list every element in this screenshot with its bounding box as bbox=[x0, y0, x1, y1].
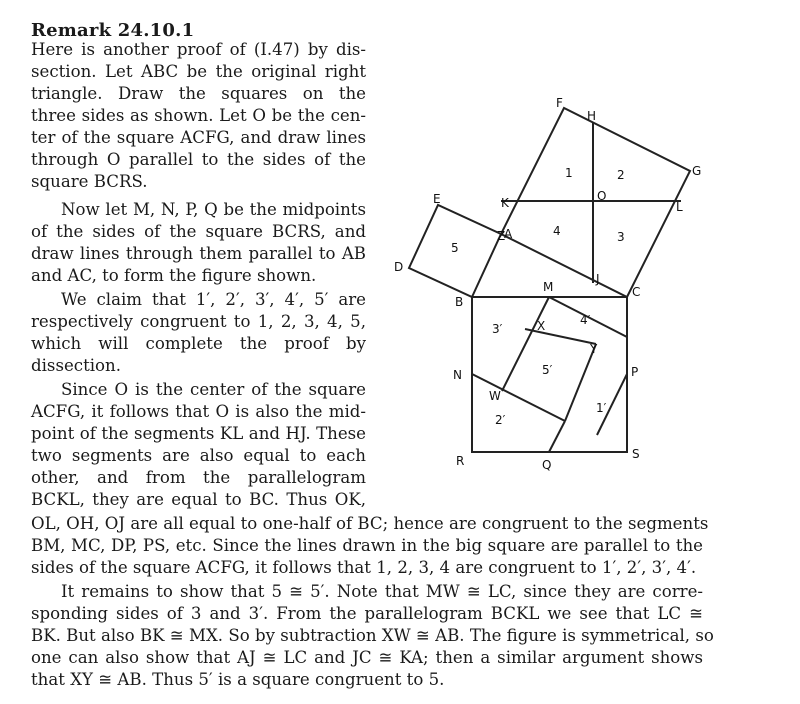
region-label-3-prime: 3′ bbox=[492, 322, 503, 336]
region-label-5: 5 bbox=[451, 241, 459, 255]
label-n: N bbox=[453, 368, 462, 382]
text-line: We claim that 1′, 2′, 3′, 4′, 5′ are bbox=[61, 290, 366, 309]
label-a: A bbox=[504, 227, 513, 241]
text-line: BCKL, they are equal to BC. Thus OK, bbox=[31, 490, 366, 509]
label-m: M bbox=[543, 280, 554, 294]
label-d: D bbox=[394, 260, 404, 274]
text-line: ter of the square ACFG, and draw lines bbox=[31, 128, 366, 147]
text-line: Here is another proof of (I.47) by dis- bbox=[31, 40, 366, 59]
label-e: E bbox=[433, 192, 441, 206]
text-line: of the sides of the square BCRS, and bbox=[31, 222, 366, 241]
line-x-y bbox=[525, 329, 596, 344]
text-line: BK. But also BK ≅ MX. So by subtraction XW ≅ AB. The figure is symmetrical, so bbox=[31, 626, 714, 645]
label-j: J bbox=[596, 272, 600, 286]
label-o: O bbox=[597, 189, 607, 203]
text-line: section. Let ABC be the original right bbox=[31, 62, 366, 81]
text-line: ACFG, it follows that O is also the mid- bbox=[31, 402, 366, 421]
text-line: square BCRS. bbox=[31, 172, 148, 191]
dissection-figure bbox=[380, 80, 720, 480]
text-line: respectively congruent to 1, 2, 3, 4, 5, bbox=[31, 312, 366, 331]
label-y: Y bbox=[590, 342, 598, 356]
label-g: G bbox=[692, 164, 702, 178]
label-c: C bbox=[632, 285, 641, 299]
text-line: sponding sides of 3 and 3′. From the parallelogram BCKL we see that LC ≅ bbox=[31, 604, 703, 623]
region-label-4-prime: 4′ bbox=[580, 313, 591, 327]
text-line: Now let M, N, P, Q be the midpoints bbox=[61, 200, 366, 219]
region-label-5-prime: 5′ bbox=[542, 363, 553, 377]
label-z: Z bbox=[497, 229, 506, 243]
text-line: three sides as shown. Let O be the cen- bbox=[31, 106, 366, 125]
label-k: K bbox=[501, 196, 509, 210]
region-label-3: 3 bbox=[617, 230, 625, 244]
text-line: Since O is the center of the square bbox=[61, 380, 366, 399]
text-line: and AC, to form the figure shown. bbox=[31, 266, 317, 285]
label-w: W bbox=[489, 389, 501, 403]
label-p: P bbox=[631, 365, 639, 379]
text-line: that XY ≅ AB. Thus 5′ is a square congruent to 5. bbox=[31, 670, 445, 689]
text-line: one can also show that AJ ≅ LC and JC ≅ KA; then a similar argument shows bbox=[31, 648, 703, 667]
text-line: sides of the square ACFG, it follows that 1, 2, 3, 4 are congruent to 1′, 2′, 3′, 4′. bbox=[31, 558, 697, 577]
text-line: through O parallel to the sides of the bbox=[31, 150, 366, 169]
text-line: point of the segments KL and HJ. These bbox=[31, 424, 366, 443]
label-s: S bbox=[632, 447, 640, 461]
label-f: F bbox=[556, 96, 563, 110]
label-x: X bbox=[537, 319, 546, 333]
text-line: triangle. Draw the squares on the bbox=[31, 84, 366, 103]
label-h: H bbox=[587, 109, 597, 123]
region-label-2: 2 bbox=[617, 168, 625, 182]
square-acfg bbox=[501, 108, 690, 297]
text-line: which will complete the proof by bbox=[31, 334, 366, 353]
text-line: OL, OH, OJ are all equal to one-half of BC; hence are congruent to the segments bbox=[31, 514, 709, 533]
label-q: Q bbox=[542, 458, 552, 472]
remark-heading: Remark 24.10.1 bbox=[31, 20, 195, 41]
text-line: other, and from the parallelogram bbox=[31, 468, 366, 487]
text-line: draw lines through them parallel to AB bbox=[31, 244, 366, 263]
region-label-1: 1 bbox=[565, 166, 573, 180]
text-line: It remains to show that 5 ≅ 5′. Note that MW ≅ LC, since they are corre- bbox=[61, 582, 703, 601]
label-r: R bbox=[456, 454, 465, 468]
label-b: B bbox=[455, 295, 464, 309]
line-n-q bbox=[472, 374, 565, 421]
text-line: dissection. bbox=[31, 356, 122, 375]
text-line: BM, MC, DP, PS, etc. Since the lines drawn in the big square are parallel to the bbox=[31, 536, 703, 555]
text-line: two segments are also equal to each bbox=[31, 446, 366, 465]
region-label-2-prime: 2′ bbox=[495, 413, 506, 427]
region-label-4: 4 bbox=[553, 224, 561, 238]
region-label-1-prime: 1′ bbox=[596, 401, 607, 415]
line-q bbox=[549, 421, 565, 452]
label-l: L bbox=[676, 200, 683, 214]
